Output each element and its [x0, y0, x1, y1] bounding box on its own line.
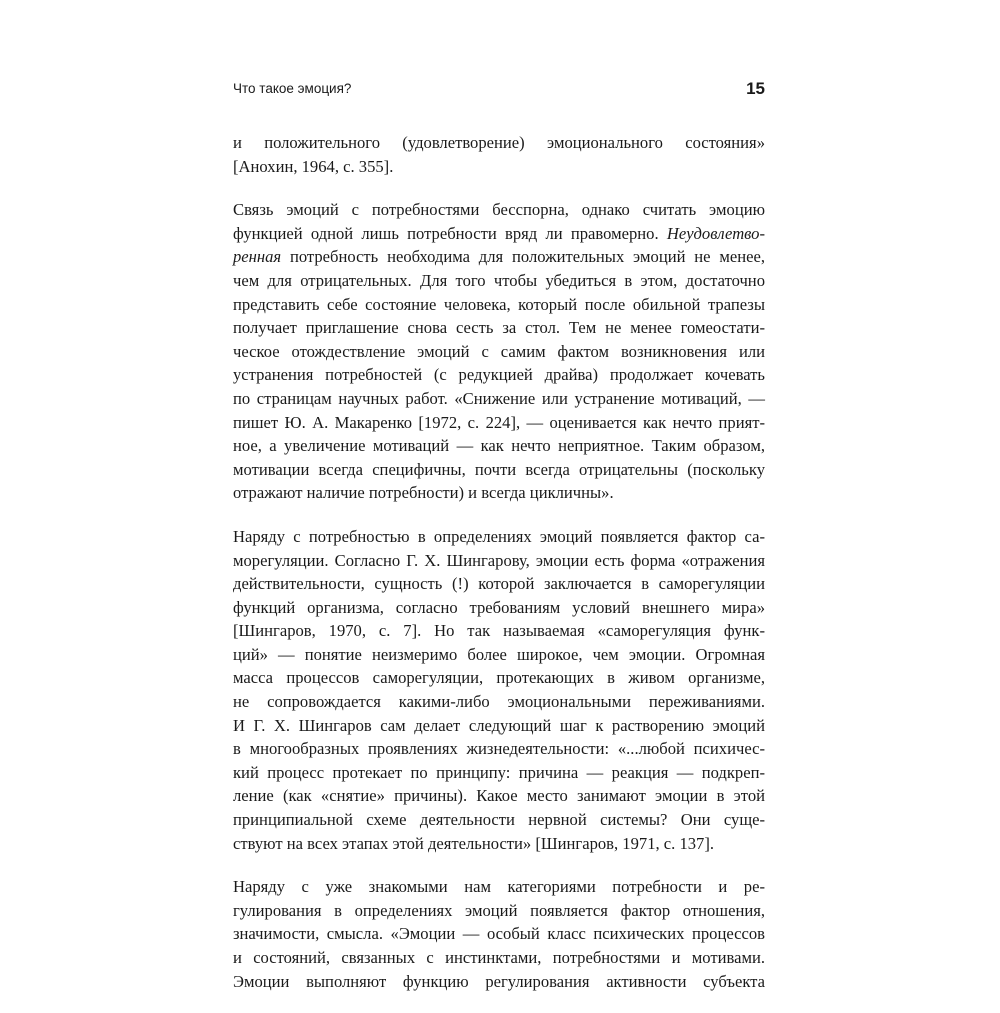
text-line: действительности, сущность (!) которой заключается в саморегуляции [233, 574, 765, 594]
paragraph-3 [233, 525, 765, 855]
text-line: и состояний, связанных с инстинктами, потребностями и мотивами. [233, 948, 765, 967]
text-line: И Г. Х. Шингаров сам делает следующий шаг к растворению эмоций [233, 715, 765, 735]
text-line: по страницам научных работ. «Снижение или устранение мотиваций, — [233, 388, 765, 408]
text-line: морегуляции. Согласно Г. Х. Шингарову, эмоции есть форма «отражения [233, 550, 765, 570]
page-number: 15 [746, 79, 765, 98]
text-line: принципиальной схеме деятельности нервной системы? Они суще- [233, 810, 765, 830]
text-line: функций организма, согласно требованиям условий внешнего мира» [233, 597, 765, 617]
text-line: ное, а увеличение мотиваций — как нечто неприятное. Таким образом, [233, 436, 765, 456]
text-line: значимости, смысла. «Эмоции — особый класс психических процессов [233, 924, 765, 944]
running-head [233, 79, 765, 101]
italic-emphasis: ренная [233, 247, 282, 267]
text-line: масса процессов саморегуляции, протекающих в живом организме, [233, 668, 765, 688]
text-line: мотивации всегда специфичны, почти всегда отрицательны (поскольку [233, 459, 765, 479]
text-line: в многообразных проявлениях жизнедеятельности: «...любой психичес- [233, 739, 765, 759]
text-line: и положительного (удовлетворение) эмоционального состояния» [233, 133, 765, 152]
text-line: гулирования в определениях эмоций появляется фактор отношения, [233, 900, 765, 920]
paragraph-4 [233, 875, 765, 993]
text-line: не сопровождается какими-либо эмоциональными переживаниями. [233, 692, 765, 712]
text-line: функцией одной лишь потребности вряд ли правомерно. Неудовлетво- [233, 223, 765, 243]
text-line: Наряду с потребностью в определениях эмоций появляется фактор са- [233, 526, 765, 546]
paragraph-1 [233, 131, 765, 178]
paragraph-2 [233, 198, 765, 505]
text-line: ций» — понятие неизмеримо более широкое, чем эмоции. Огромная [233, 644, 765, 664]
text-line: [Анохин, 1964, с. 355]. [233, 156, 394, 176]
text-line: [Шингаров, 1970, с. 7]. Но так называемая «саморегуляция функ- [233, 621, 765, 641]
text-line: устранения потребностей (с редукцией драйва) продолжает кочевать [233, 365, 765, 385]
running-title: Что такое эмоция? [233, 81, 352, 96]
text-line: ческое отождествление эмоций с самим фактом возникновения или [233, 341, 765, 361]
text-line: кий процесс протекает по принципу: причина — реакция — подкреп- [233, 762, 765, 782]
text-line: ренная потребность необходима для положительных эмоций не менее, [233, 247, 765, 267]
text-line: получает приглашение снова сесть за стол. Тем не менее гомеостати- [233, 318, 765, 338]
text-line: Связь эмоций с потребностями бесспорна, однако считать эмоцию [233, 200, 765, 220]
text-line: ление (как «снятие» причины). Какое место занимают эмоции в этой [233, 786, 765, 806]
text-line: Эмоции выполняют функцию регулирования активности субъекта [233, 971, 765, 991]
text-line: чем для отрицательных. Для того чтобы убедиться в этом, достаточно [233, 270, 765, 290]
text-line: представить себе состояние человека, который после обильной трапезы [233, 294, 765, 314]
text-line: отражают наличие потребности) и всегда цикличны». [233, 483, 614, 503]
text-line: ствуют на всех этапах этой деятельности» [Шингаров, 1971, с. 137]. [233, 833, 715, 853]
text-line: пишет Ю. А. Макаренко [1972, с. 224], — оценивается как нечто прият- [233, 412, 765, 432]
body-text [233, 131, 765, 1013]
italic-emphasis: Неудовлетво- [666, 223, 765, 243]
text-line: Наряду с уже знакомыми нам категориями потребности и ре- [233, 877, 765, 897]
